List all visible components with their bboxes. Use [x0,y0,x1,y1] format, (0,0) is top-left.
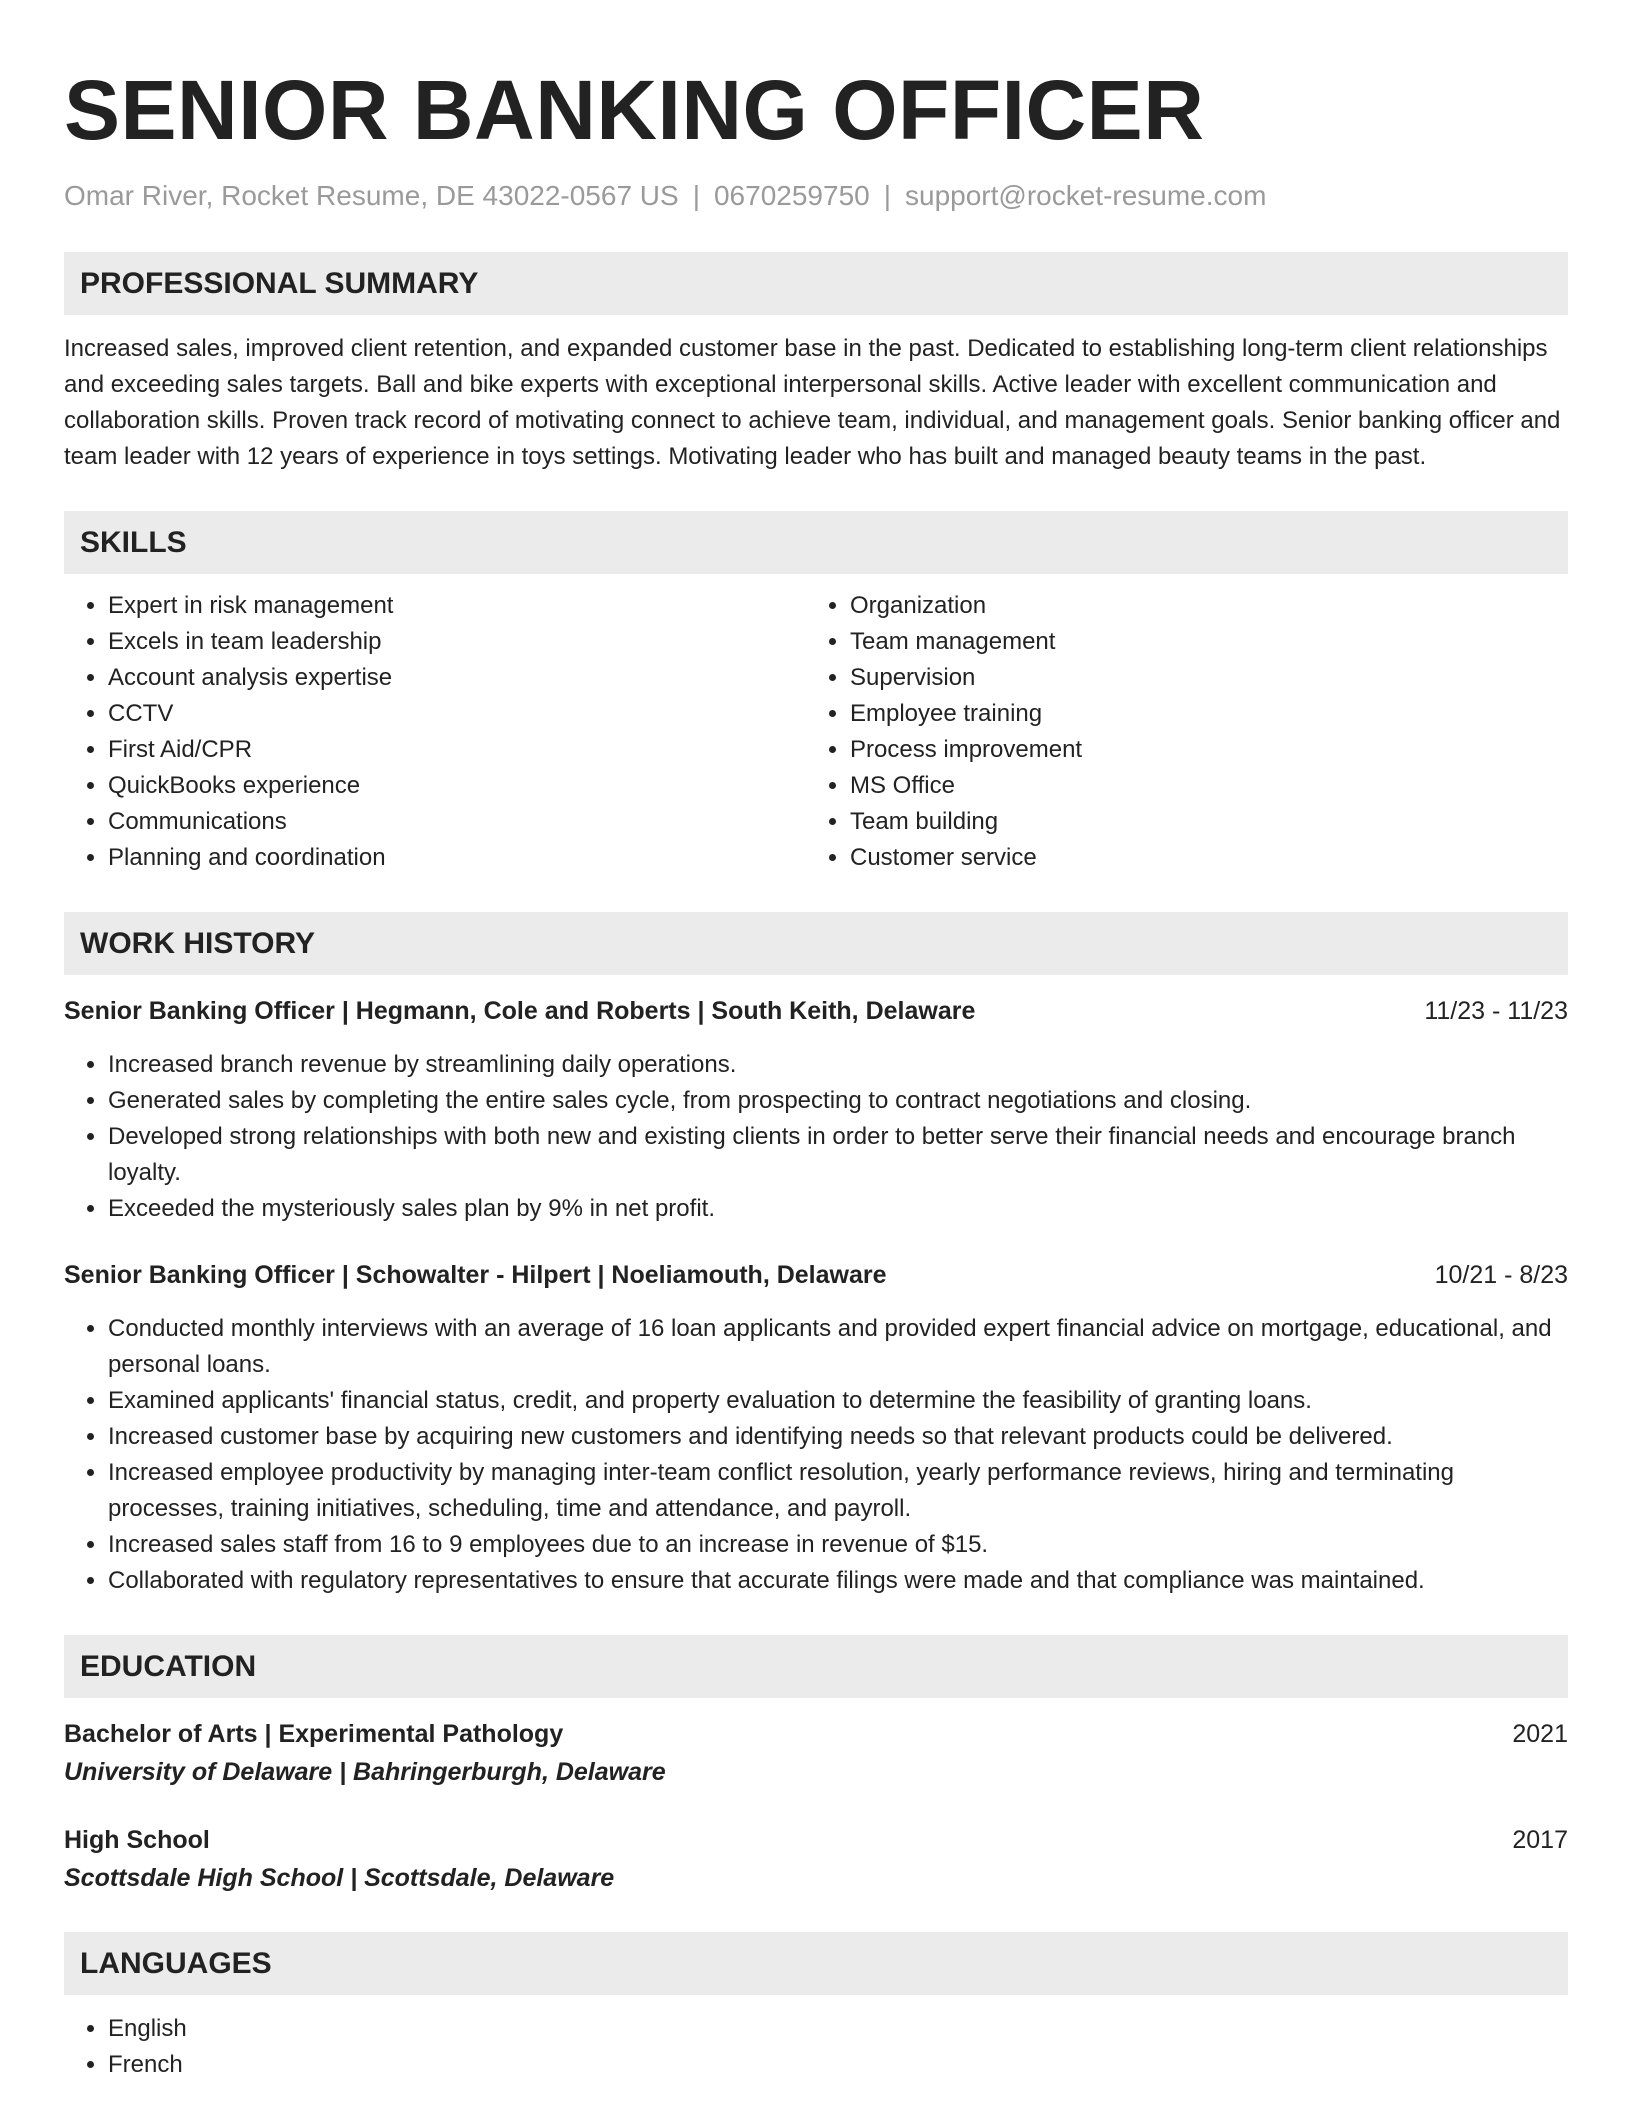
skill-item: • Account analysis expertise [108,660,806,696]
education-header [64,1716,1568,1752]
contact-address: Omar River, Rocket Resume, DE 43022-0567 US [64,180,679,211]
summary-heading: PROFESSIONAL SUMMARY [64,252,1568,315]
skills-column-right [806,588,1548,876]
skills-heading: SKILLS [64,511,1568,574]
skill-item: • Team building [850,804,1548,840]
contact-separator: | [692,180,700,211]
education-school: University of Delaware | Bahringerburgh, Delaware [64,1758,666,1786]
skill-item: • CCTV [108,696,806,732]
education-school: Scottsdale High School | Scottsdale, Delaware [64,1864,615,1892]
education-year: 2017 [1512,1826,1568,1854]
skill-item: • Process improvement [850,732,1548,768]
education-entry [64,1716,1568,1790]
summary-text: Increased sales, improved client retention, and expanded customer base in the past. Dedicated to establishing long-term client relationships and exceeding sales targets. Ball and bike experts with exceptional interpersonal skills. Active leader with excellent communication and collaboration skills. Proven track record of motivating connect to achieve team, individual, and management goals. Senior banking officer and team leader with 12 years of experience in toys settings. Motivating leader who has built and managed beauty teams in the past. [64,335,1561,470]
job-entry [64,1257,1568,1599]
language-item: • French [108,2047,1568,2083]
job-header [64,993,1568,1029]
job-bullet: • Increased customer base by acquiring new customers and identifying needs so that relevant products could be delivered. [108,1419,1568,1455]
skills-list [64,588,1568,876]
job-entry [64,993,1568,1227]
skill-item: • Expert in risk management [108,588,806,624]
education-heading: EDUCATION [64,1635,1568,1698]
job-bullet: • Increased branch revenue by streamlining daily operations. [108,1047,1568,1083]
job-bullet: • Conducted monthly interviews with an average of 16 loan applicants and provided expert financial advice on mortgage, educational, and personal loans. [108,1311,1568,1383]
job-dates: 10/21 - 8/23 [1434,1261,1568,1289]
job-bullet: • Exceeded the mysteriously sales plan by 9% in net profit. [108,1191,1568,1227]
contact-separator: | [883,180,891,211]
job-header [64,1257,1568,1293]
languages-list [64,2011,1568,2083]
education-entry [64,1822,1568,1896]
skill-item: • First Aid/CPR [108,732,806,768]
education-header [64,1822,1568,1858]
resume-title: SENIOR BANKING OFFICER [64,63,1205,157]
education-degree: High School [64,1826,210,1854]
skill-item: • MS Office [850,768,1548,804]
skill-item: • Customer service [850,840,1548,876]
contact-email: support@rocket-resume.com [905,180,1267,211]
skill-item: • Employee training [850,696,1548,732]
job-bullet: • Generated sales by completing the entire sales cycle, from prospecting to contract negotiations and closing. [108,1083,1568,1119]
job-bullet: • Increased sales staff from 16 to 9 employees due to an increase in revenue of $15. [108,1527,1568,1563]
skill-item: • Team management [850,624,1548,660]
skill-item: • Excels in team leadership [108,624,806,660]
skill-item: • Supervision [850,660,1548,696]
skills-column-left [64,588,806,876]
contact-phone: 0670259750 [713,180,870,211]
skill-item: • Planning and coordination [108,840,806,876]
job-bullet: • Developed strong relationships with both new and existing clients in order to better serve their financial needs and encourage branch loyalty. [108,1119,1568,1191]
skill-item: • Communications [108,804,806,840]
work-history-heading: WORK HISTORY [64,912,1568,975]
job-bullet: • Increased employee productivity by managing inter-team conflict resolution, yearly performance reviews, hiring and terminating processes, training initiatives, scheduling, time and attendance, and payroll. [108,1455,1568,1527]
skill-item: • QuickBooks experience [108,768,806,804]
education-year: 2021 [1512,1720,1568,1748]
job-title: Senior Banking Officer | Schowalter - Hilpert | Noeliamouth, Delaware [64,1261,887,1289]
contact-line [64,178,1568,214]
job-title: Senior Banking Officer | Hegmann, Cole and Roberts | South Keith, Delaware [64,997,976,1025]
education-degree: Bachelor of Arts | Experimental Pathology [64,1720,564,1748]
job-dates: 11/23 - 11/23 [1424,997,1568,1025]
job-bullet: • Collaborated with regulatory representatives to ensure that accurate filings were made and that compliance was maintained. [108,1563,1568,1599]
language-item: • English [108,2011,1568,2047]
skill-item: • Organization [850,588,1548,624]
job-bullet: • Examined applicants' financial status, credit, and property evaluation to determine the feasibility of granting loans. [108,1383,1568,1419]
languages-heading: LANGUAGES [64,1932,1568,1995]
